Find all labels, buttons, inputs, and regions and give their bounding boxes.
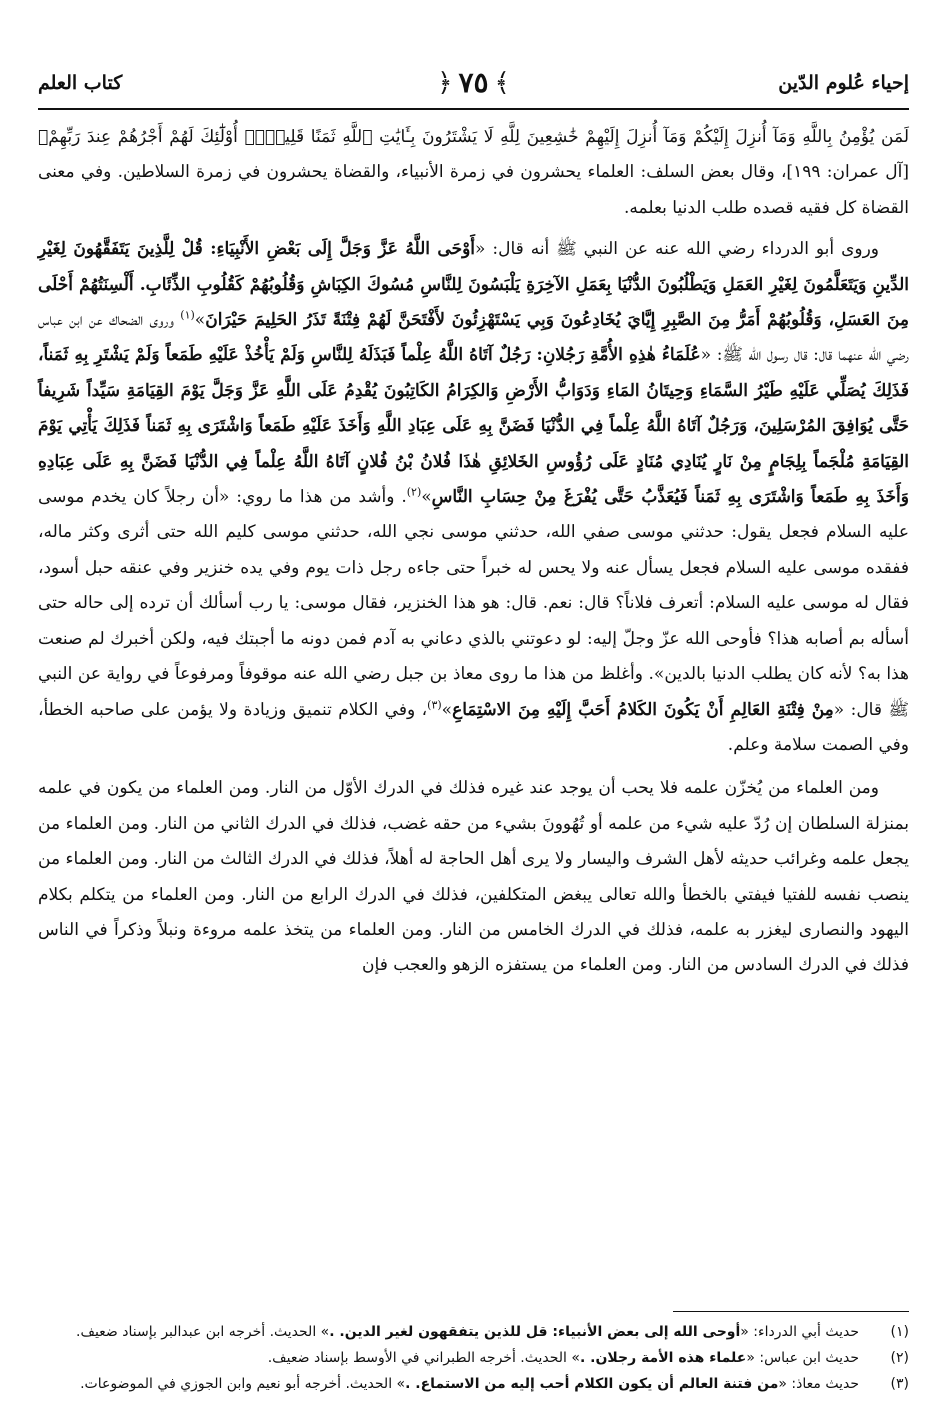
footnote-text: [38, 1320, 859, 1344]
footnote-text: [38, 1346, 859, 1370]
ornament-right-icon: ﴾: [494, 67, 510, 98]
text-run: وروى أبو الدرداء رضي الله عنه عن النبي ﷺ أنه قال: «: [475, 239, 879, 260]
footnote-quote: أوحى الله إلى بعض الأنبياء: قل للذين يتفقهون لغير الدين. .: [329, 1324, 741, 1340]
footnote-ref: (٢): [406, 485, 422, 499]
footnote-ref: (١): [180, 308, 195, 322]
footnote-post: » الحديث. أخرجه أبو نعيم وابن الجوزي في الموضوعات.: [80, 1376, 406, 1392]
text-run: ، وفي الكلام تنميق وزيادة ولا يؤمن على صاحبه الخطأ، وفي الصمت سلامة وعلم.: [38, 699, 909, 755]
footnote: [38, 1346, 909, 1370]
book-title: إحياء عُلوم الدّين: [778, 72, 909, 94]
text-run: ومن العلماء من يُخزّن علمه فلا يحب أن يوجد عند غيره فذلك في الدرك الأوّل من النار. ومن العلماء من يكون في علمه بمنزلة السلطان إن رُدّ عليه شيء من علمه أو تُهُوونَ بشيء من حقه غضب، فذلك في الدرك الثاني من النار. ومن العلماء من يجعل علمه وغرائب حديثه لأهل الشرف واليسار ولا يرى أهل الحاجة له أهلاً، فذلك في الدرك الثالث من النار. ومن العلماء من ينصب نفسه للفتيا فيفتي بالخطأ والله تعالى يبغض المتكلفين، فذلك في الدرك الرابع من النار. ومن العلماء من يتكلم بكلام اليهود والنصارى ليغزر به علمه، فذلك في الدرك الخامس من النار. ومن العلماء من يتخذ علمه مروءة ونبلاً وذكراً في الناس فذلك في الدرك السادس من النار. ومن العلماء من يستفزه الزهو والعجب فإن: [38, 778, 909, 976]
footnote-post: » الحديث. أخرجه الطبراني في الأوسط بإسناد ضعيف.: [267, 1350, 580, 1366]
paragraph: [38, 120, 909, 226]
text-run: وروى الضحاك عن ابن عباس رضي الله عنهما قال: قال رسول الله ﷺ: «: [38, 310, 909, 366]
ornament-left-icon: ﴿: [437, 67, 453, 98]
hadith-quote: عُلَمَاءُ هٰذِهِ الأُمَّةِ رَجُلانِ: رَجُلٌ آتَاهُ اللَّهُ عِلْماً فَبَذَلَهُ لِلنَّاسِ وَلَمْ يَأْخُذْ عَلَيْهِ طَمَعاً وَلَمْ يَشْتَرِ بِهِ ثَمَناً، فَذَلِكَ يُصَلِّي عَلَيْهِ طَيْرُ السَّمَاءِ وَحِيتَانُ المَاءِ وَدَوَابُّ الأَرْضِ وَالكِرَامُ الكَاتِبُونَ يُقْدِمُ عَلَى اللَّهِ عَزَّ وَجَلَّ يَوْمَ القِيَامَةِ سَيِّداً شَرِيفاً حَتَّى يُوَافِقَ المُرْسَلِينَ، وَرَجُلٌ آتَاهُ اللَّهُ عِلْماً فِي الدُّنْيَا فَضَنَّ بِهِ عَلَى عِبَادِ اللَّهِ وَأَخَذَ عَلَيْهِ طَمَعاً وَاشْتَرَى بِهِ ثَمَناً فَذَلِكَ يَأْتِي يَوْمَ القِيَامَةِ مُلْجَماً بِلِجَامٍ مِنْ نَارٍ يُنَادِي مُنَادٍ عَلَى رُؤُوسِ الخَلائِقِ هٰذَا فُلانُ بْنُ فُلانٍ آتَاهُ اللَّهُ عِلْماً فِي الدُّنْيَا فَضَنَّ بِهِ عَلَى عِبَادِهِ وَأَخَذَ بِهِ طَمَعاً وَاشْتَرَى بِهِ ثَمَناً فَيُعَذَّبُ حَتَّى يُفْرَغَ مِنْ حِسَابِ النَّاسِ: [38, 345, 909, 508]
page-header: [38, 66, 909, 108]
text-run: »: [441, 699, 453, 720]
footnote-pre: حديث معاذ: «: [778, 1376, 859, 1392]
hadith-quote: أَوْحَى اللَّهُ عَزَّ وَجَلَّ إِلَى بَعْضِ الأَنْبِيَاءِ: قُلْ لِلَّذِينَ يَتَفَقَّهُونَ لِغَيْرِ الدِّينِ وَيَتَعَلَّمُونَ لِغَيْرِ العَمَلِ وَيَطْلُبُونَ الدُّنْيَا بِعَمَلِ الآخِرَةِ يَلْبَسُونَ لِلنَّاسِ مُسُوكَ الكِبَاشِ وَقُلُوبُهُمْ كَقُلُوبِ الذِّئَابِ. أَلْسِنَتُهُمْ أَحْلَى مِنَ العَسَلِ، وَقُلُوبُهُمْ أَمَرُّ مِنَ الصَّبِرِ إِيَّايَ يُخَادِعُونَ وَبِي يَسْتَهْزِئُونَ لأَفْتَحَنَّ لَهُمْ فِتْنَةً تَذَرُ الحَلِيمَ حَيْرَانَ: [38, 239, 909, 331]
text-run: »: [194, 310, 206, 331]
footnote-ref: (٣): [427, 697, 442, 711]
text-run: . وأشد من هذا ما روي: «أن رجلاً كان يخدم موسى عليه السلام فجعل يقول: حدثني موسى صفي الله، حدثني موسى نجي الله، حدثني موسى كليم الله حتى أثرى وكثر ماله، ففقده موسى عليه السلام فجعل يسأل عنه ولا يحس له خبراً حتى جاءه رجل ذات يوم وفي يده خنزير وفي عنقه حبل أسود، فقال له موسى عليه السلام: أتعرف فلاناً؟ قال: نعم. قال: هو هذا الخنزير، فقال موسى: يا رب أسألك أن ترده إلى حاله حتى أسأله بم أصابه هذا؟ فأوحى الله عزّ وجلّ إليه: لو دعوتني بالذي دعاني به آدم فمن دونه ما أجبتك فيه، ولكن أخبرك لم صنعت هذا به؟ لأنه كان يطلب الدنيا بالدين». وأغلظ من هذا ما روى معاذ بن جبل رضي الله عنه موقوفاً ومرفوعاً في رواية عن النبي ﷺ قال: «: [38, 487, 909, 720]
footnote-quote: علماء هذه الأمة رجلان. .: [579, 1350, 747, 1366]
footnote-number: (٣): [890, 1376, 909, 1392]
footnote: [38, 1320, 909, 1344]
paragraph: [38, 232, 909, 763]
chapter-title: كتاب العلم: [38, 72, 123, 94]
footnote-post: » الحديث. أخرجه ابن عبدالبر بإسناد ضعيف.: [76, 1324, 330, 1340]
footnote: [38, 1372, 909, 1396]
hadith-quote: مِنْ فِتْنَةِ العَالِمِ أَنْ يَكُونَ الكَلامُ أَحَبَّ إِلَيْهِ مِنَ الاسْتِمَاعِ: [452, 699, 834, 720]
footnote-number: (١): [890, 1324, 909, 1340]
footnotes: [38, 1320, 909, 1398]
footnote-pre: حديث ابن عباس: «: [746, 1350, 859, 1366]
footnote-divider: [673, 1311, 909, 1312]
header-divider: [38, 108, 909, 110]
footnote-pre: حديث أبي الدرداء: «: [740, 1324, 859, 1340]
main-text: [38, 120, 909, 984]
footnote-number: (٢): [890, 1350, 909, 1366]
footnote-quote: من فتنة العالم أن يكون الكلام أحب إليه من الاستماع. .: [405, 1376, 779, 1392]
paragraph: [38, 771, 909, 983]
text-run: لَمَن يُؤْمِنُ بِاللَّهِ وَمَآ أُنزِلَ إِلَيْكُمْ وَمَآ أُنزِلَ إِلَيْهِمْ خَٰشِعِينَ لِلَّهِ لَا يَشْتَرُونَ بِـَٔايَٰتِ ٱللَّهِ ثَمَنًا قَلِيلًاۗ أُوْلَٰٓئِكَ لَهُمْ أَجْرُهُمْ عِندَ رَبِّهِمْ﴾ [آل عمران: ١٩٩]، وقال بعض السلف: العلماء يحشرون في زمرة الأنبياء، والقضاة يحشرون في زمرة السلاطين. وفي معنى القضاة كل فقيه قصده طلب الدنيا بعلمه.: [38, 127, 909, 218]
text-run: »: [421, 487, 432, 508]
page-number-block: [437, 66, 510, 99]
footnote-text: [38, 1372, 859, 1396]
page-number: ٧٥: [458, 66, 489, 99]
